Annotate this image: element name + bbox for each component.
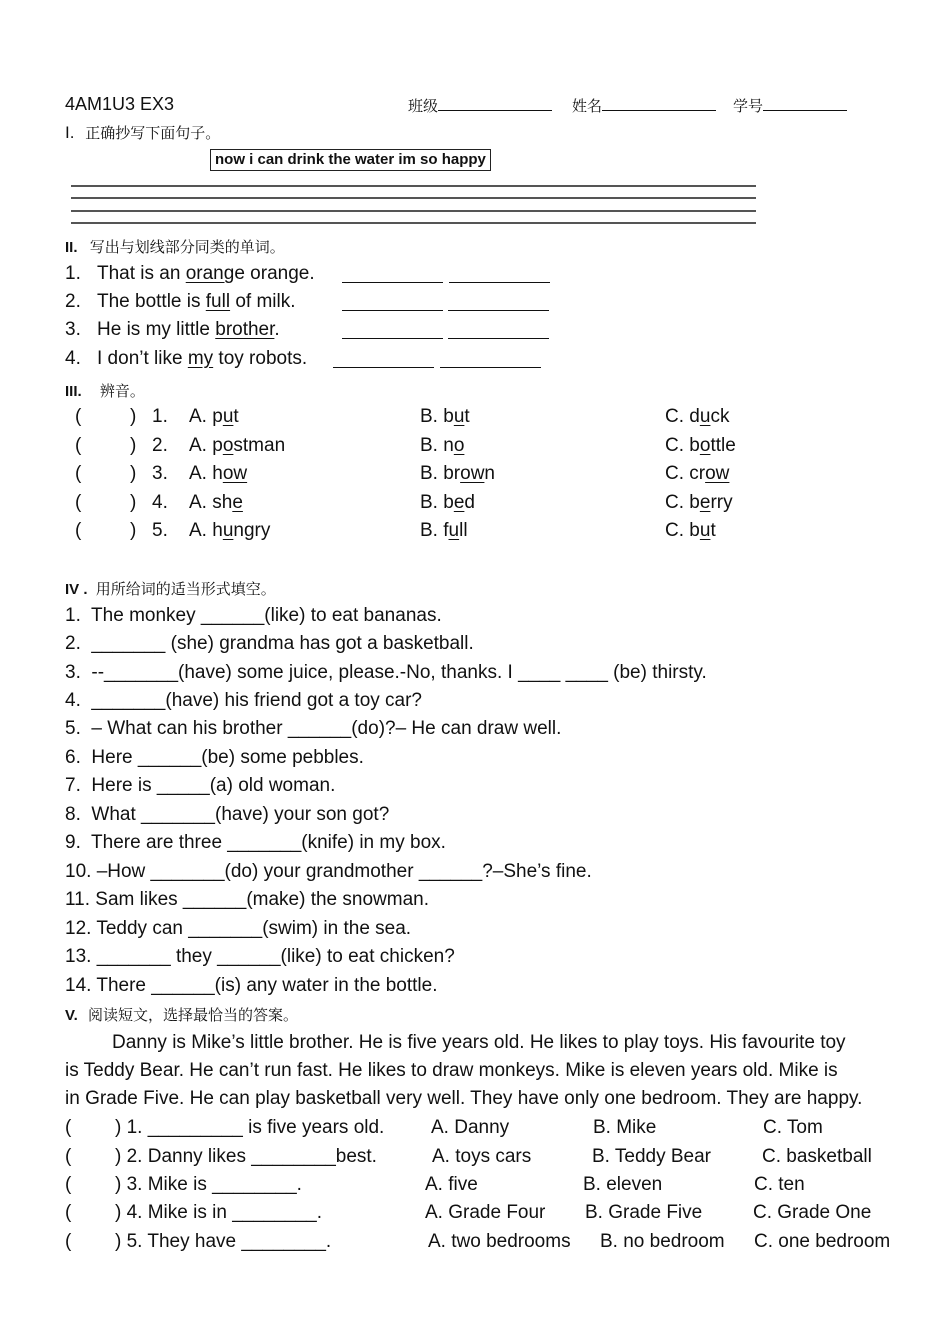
option-text-end: t: [233, 406, 239, 427]
option-a[interactable]: [189, 492, 243, 514]
item-text-before: That is an: [97, 263, 186, 284]
passage-line-3: in Grade Five. He can play basketball very well. They have only one bedroom. They are happy.: [65, 1088, 863, 1109]
fill-in-item: 1. The monkey ______(like) to eat bananas.: [65, 605, 442, 626]
answer-open-paren[interactable]: (: [65, 1117, 72, 1138]
option-c[interactable]: [665, 492, 733, 514]
fill-in-item: 7. Here is _____(a) old woman.: [65, 775, 336, 796]
option-text-end: d: [464, 492, 475, 513]
option-b[interactable]: B. eleven: [583, 1174, 663, 1195]
section-1-heading: [65, 122, 220, 143]
section-3-number: III.: [65, 383, 82, 400]
underlined-word: my: [187, 348, 214, 369]
classify-item: [65, 348, 307, 370]
option-text-end: ngry: [233, 520, 271, 541]
underlined-word: orang: [185, 263, 235, 284]
item-text-after: .: [274, 319, 280, 340]
option-c[interactable]: [665, 406, 729, 428]
classify-item: [65, 319, 280, 341]
option-text: B. b: [420, 406, 454, 427]
section-5-heading: [65, 1004, 298, 1025]
fill-in-item: 6. Here ______(be) some pebbles.: [65, 747, 364, 768]
answer-close-paren: ): [130, 492, 137, 513]
answer-close-paren: ): [130, 435, 137, 456]
class-field[interactable]: [408, 95, 552, 116]
question-text: ) 5. They have ________.: [115, 1231, 332, 1252]
item-number: 4.: [152, 492, 168, 513]
option-c[interactable]: [665, 435, 736, 457]
option-c[interactable]: C. Tom: [763, 1117, 823, 1138]
underlined-letters: u: [222, 520, 234, 541]
fill-in-item: 13. _______ they ______(like) to eat chicken?: [65, 946, 455, 967]
answer-blank[interactable]: [448, 296, 549, 311]
option-a[interactable]: [189, 520, 270, 542]
worksheet-code: 4AM1U3 EX3: [65, 94, 175, 114]
section-3-title: 辨音。: [99, 382, 145, 400]
writing-line-4[interactable]: [71, 222, 756, 224]
option-text: B. f: [420, 520, 449, 541]
answer-open-paren[interactable]: (: [65, 1231, 72, 1252]
fill-in-item: 8. What _______(have) your son got?: [65, 804, 390, 825]
fill-in-item: 12. Teddy can _______(swim) in the sea.: [65, 918, 412, 939]
question-text: ) 4. Mike is in ________.: [115, 1202, 323, 1223]
answer-blank[interactable]: [449, 268, 550, 283]
option-text-end: stman: [233, 435, 286, 456]
number-blank[interactable]: [763, 95, 847, 111]
option-text-end: n: [484, 463, 495, 484]
passage-line-1: Danny is Mike’s little brother. He is five years old. He likes to play toys. His favourite toy: [112, 1032, 846, 1053]
answer-blank[interactable]: [342, 324, 443, 339]
option-b[interactable]: B. Teddy Bear: [592, 1146, 712, 1167]
answer-blank[interactable]: [440, 353, 541, 368]
option-text: B. b: [420, 492, 454, 513]
item-number: 3.: [152, 463, 168, 484]
option-b[interactable]: B. no bedroom: [600, 1231, 725, 1252]
name-blank[interactable]: [602, 95, 716, 111]
option-c[interactable]: [665, 463, 729, 485]
option-text-end: t: [710, 520, 716, 541]
fill-in-item: 11. Sam likes ______(make) the snowman.: [65, 889, 429, 910]
section-4-heading: [65, 578, 276, 599]
copy-sentence-box: now i can drink the water im so happy: [210, 149, 491, 171]
section-1-title: 正确抄写下面句子。: [85, 124, 221, 142]
item-number: 5.: [152, 520, 168, 541]
name-label: 姓名: [572, 97, 603, 115]
section-5-number: V.: [65, 1007, 78, 1024]
section-4-number: IV .: [65, 581, 88, 598]
option-text: C. b: [665, 435, 700, 456]
section-2-heading: [65, 236, 285, 257]
option-text-end: ttle: [710, 435, 736, 456]
section-2-number: II.: [65, 239, 78, 256]
option-a[interactable]: A. two bedrooms: [428, 1231, 571, 1252]
section-2-title: 写出与划线部分同类的单词。: [89, 238, 285, 256]
classify-item: [65, 291, 296, 313]
question-text: ) 1. _________ is five years old.: [115, 1117, 385, 1138]
option-a[interactable]: [189, 406, 239, 428]
answer-close-paren: ): [130, 406, 137, 427]
option-a[interactable]: A. Grade Four: [425, 1202, 546, 1223]
item-number: 3.: [65, 319, 81, 340]
answer-open-paren[interactable]: (: [75, 463, 82, 484]
option-a[interactable]: [189, 463, 247, 485]
underlined-letters: o: [453, 435, 465, 456]
option-a[interactable]: A. toys cars: [432, 1146, 532, 1167]
underlined-letters: u: [222, 406, 234, 427]
underlined-letters: o: [222, 435, 234, 456]
section-5-title: 阅读短文，选择最恰当的答案。: [87, 1006, 298, 1024]
answer-open-paren[interactable]: (: [65, 1146, 72, 1167]
item-number: 2.: [65, 291, 81, 312]
underlined-letters: u: [453, 406, 465, 427]
option-text-end: t: [464, 406, 470, 427]
writing-line-3[interactable]: [71, 210, 756, 212]
item-text-after: of milk.: [230, 291, 296, 312]
fill-in-item: 9. There are three _______(knife) in my box.: [65, 832, 446, 853]
student-number-field[interactable]: [733, 95, 847, 116]
option-text: B. br: [420, 463, 461, 484]
item-text-after: toy robots.: [213, 348, 308, 369]
option-text: C. b: [665, 492, 700, 513]
answer-open-paren[interactable]: (: [65, 1202, 72, 1223]
underlined-letters: e: [453, 492, 465, 513]
item-text-before: He is my little: [97, 319, 216, 340]
option-c[interactable]: [665, 520, 716, 542]
option-b[interactable]: B. Mike: [593, 1117, 657, 1138]
option-text: C. cr: [665, 463, 706, 484]
fill-in-item: 2. _______ (she) grandma has got a basketball.: [65, 633, 474, 654]
option-text-end: ll: [459, 520, 468, 541]
item-number: 4.: [65, 348, 81, 369]
writing-line-2[interactable]: [71, 197, 756, 199]
option-b[interactable]: [420, 435, 464, 457]
number-label: 学号: [733, 97, 764, 115]
option-c[interactable]: C. basketball: [762, 1146, 872, 1167]
name-field[interactable]: [572, 95, 716, 116]
option-text: A. p: [189, 406, 223, 427]
option-b[interactable]: [420, 406, 470, 428]
underlined-letters: u: [699, 520, 711, 541]
answer-open-paren[interactable]: (: [75, 492, 82, 513]
option-text-end: rry: [710, 492, 733, 513]
underlined-letters: o: [699, 435, 711, 456]
fill-in-item: 4. _______(have) his friend got a toy car?: [65, 690, 423, 711]
passage-line-2: is Teddy Bear. He can’t run fast. He likes to draw monkeys. Mike is eleven years old. Mike is: [65, 1060, 838, 1081]
option-b[interactable]: [420, 520, 468, 542]
section-1-number: I.: [65, 123, 75, 142]
option-b[interactable]: B. Grade Five: [585, 1202, 703, 1223]
option-c[interactable]: C. Grade One: [753, 1202, 872, 1223]
option-a[interactable]: A. five: [425, 1174, 478, 1195]
underlined-letters: u: [699, 406, 711, 427]
item-number: 2.: [152, 435, 168, 456]
class-blank[interactable]: [438, 95, 552, 111]
option-b[interactable]: [420, 463, 495, 485]
item-number: 1.: [152, 406, 168, 427]
answer-close-paren: ): [130, 520, 137, 541]
question-text: ) 3. Mike is ________.: [115, 1174, 302, 1195]
option-a[interactable]: A. Danny: [431, 1117, 510, 1138]
underlined-letters: e: [232, 492, 243, 513]
option-c[interactable]: C. ten: [754, 1174, 805, 1195]
item-text-before: I don’t like: [97, 348, 188, 369]
option-c[interactable]: C. one bedroom: [754, 1231, 891, 1252]
answer-blank[interactable]: [342, 296, 443, 311]
option-text-end: ck: [710, 406, 730, 427]
fill-in-item: 14. There ______(is) any water in the bottle.: [65, 975, 438, 996]
option-text: A. h: [189, 520, 223, 541]
option-text: C. d: [665, 406, 700, 427]
underlined-letters: ow: [460, 463, 485, 484]
section-3-heading: [65, 380, 145, 401]
answer-open-paren[interactable]: (: [75, 406, 82, 427]
option-text: A. h: [189, 463, 223, 484]
option-b[interactable]: [420, 492, 475, 514]
section-4-title: 用所给词的适当形式填空。: [95, 580, 276, 598]
underlined-letters: u: [448, 520, 460, 541]
answer-blank[interactable]: [333, 353, 434, 368]
item-text-before: The bottle is: [97, 291, 206, 312]
writing-line-1[interactable]: [71, 185, 756, 187]
answer-open-paren[interactable]: (: [65, 1174, 72, 1195]
option-text: B. n: [420, 435, 454, 456]
underlined-letters: e: [699, 492, 711, 513]
option-text: A. p: [189, 435, 223, 456]
item-text-after: e orange.: [234, 263, 315, 284]
classify-item: [65, 263, 315, 285]
answer-blank[interactable]: [342, 268, 443, 283]
question-text: ) 2. Danny likes ________best.: [115, 1146, 377, 1167]
fill-in-item: 10. –How _______(do) your grandmother ______?–She’s fine.: [65, 861, 592, 882]
option-text: A. sh: [189, 492, 233, 513]
underlined-word: full: [205, 291, 231, 312]
answer-close-paren: ): [130, 463, 137, 484]
fill-in-item: 3. --_______(have) some juice, please.-No, thanks. I ____ ____ (be) thirsty.: [65, 662, 707, 683]
underlined-letters: ow: [222, 463, 248, 484]
answer-blank[interactable]: [448, 324, 549, 339]
fill-in-item: 5. – What can his brother ______(do)?– He can draw well.: [65, 718, 562, 739]
underlined-word: brother: [215, 319, 275, 340]
item-number: 1.: [65, 263, 81, 284]
option-a[interactable]: [189, 435, 285, 457]
answer-open-paren[interactable]: (: [75, 520, 82, 541]
answer-open-paren[interactable]: (: [75, 435, 82, 456]
underlined-letters: ow: [705, 463, 730, 484]
class-label: 班级: [408, 97, 439, 115]
option-text: C. b: [665, 520, 700, 541]
